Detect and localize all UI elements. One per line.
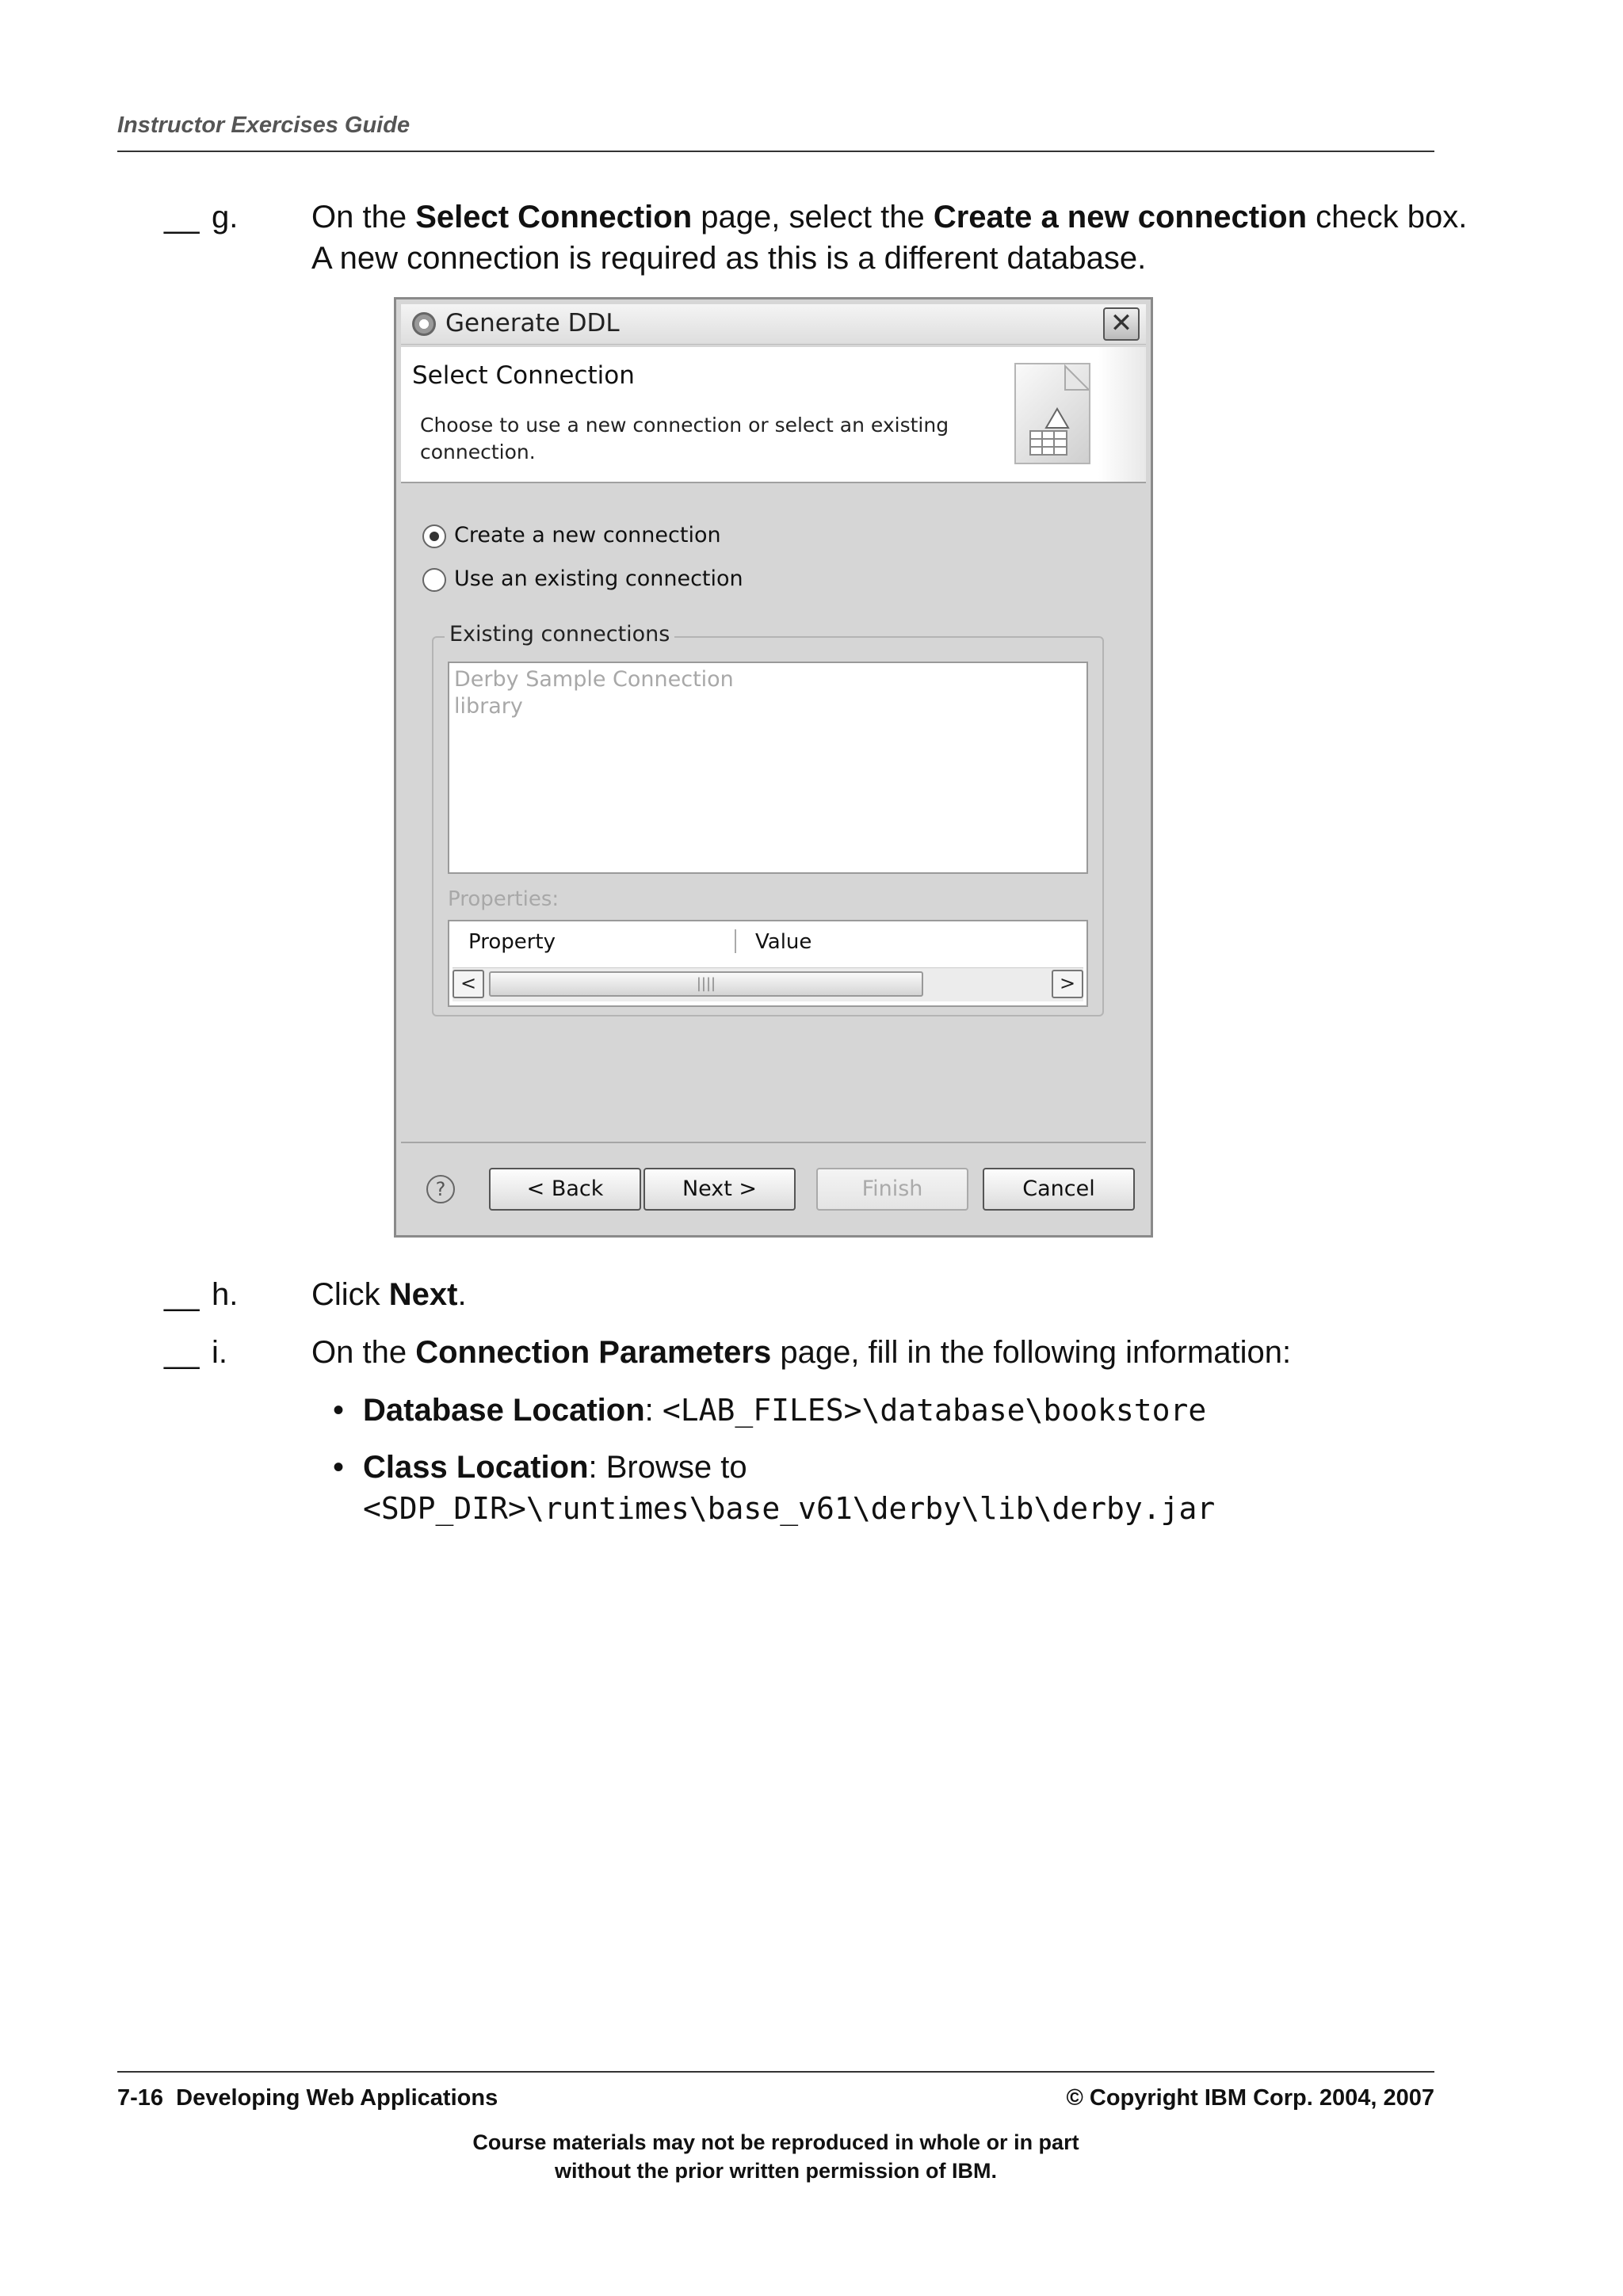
step-letter: i. <box>212 1335 227 1370</box>
horizontal-scrollbar[interactable] <box>453 967 1083 1001</box>
step-text-part: Click <box>311 1277 389 1312</box>
footer-page-info: 7-16 Developing Web Applications <box>117 2085 498 2111</box>
group-legend: Existing connections <box>445 622 674 646</box>
finish-button[interactable]: Finish <box>816 1168 968 1211</box>
column-divider <box>735 929 736 953</box>
bullet-dot: • <box>333 1450 345 1485</box>
step-h <box>164 1274 1432 1318</box>
wizard-page-description: Choose to use a new connection or select an existing connection. <box>420 414 949 463</box>
scroll-thumb[interactable]: |||| <box>489 971 923 997</box>
radio-label: Use an existing connection <box>454 566 743 591</box>
header-rule <box>117 151 1434 152</box>
radio-label: Create a new connection <box>454 523 721 547</box>
step-text-part: page, select the <box>692 200 934 235</box>
eclipse-icon <box>412 312 436 336</box>
connections-list <box>448 662 1088 874</box>
list-item: Derby Sample Connection <box>454 667 734 692</box>
help-icon[interactable]: ? <box>426 1175 455 1203</box>
bullet-database-location <box>333 1390 1426 1434</box>
footer-note-line: without the prior written permission of IBM. <box>555 2159 997 2183</box>
wizard-page-title: Select Connection <box>412 361 635 390</box>
step-text-part: . <box>457 1277 467 1312</box>
button-bar-separator <box>401 1142 1146 1143</box>
generate-ddl-dialog <box>394 297 1153 1238</box>
step-text <box>311 1332 1484 1373</box>
bullet-dot: • <box>333 1393 345 1428</box>
dialog-titlebar <box>401 304 1146 345</box>
step-letter: g. <box>212 200 239 235</box>
footer-note-line: Course materials may not be reproduced in whole or in part <box>472 2130 1079 2154</box>
bullet-sep: : Browse to <box>588 1450 747 1485</box>
step-g <box>164 196 1468 284</box>
dialog-title: Generate DDL <box>445 309 620 338</box>
bullet-code: <LAB_FILES>\database\bookstore <box>662 1393 1207 1428</box>
scroll-right-button[interactable]: > <box>1052 970 1083 998</box>
step-checkbox-blank: __ <box>164 1335 200 1370</box>
bullet-sep: : <box>644 1393 663 1428</box>
step-checkbox-blank: __ <box>164 200 200 235</box>
step-text <box>311 1274 1484 1315</box>
banner-gradient <box>1098 347 1146 482</box>
bullet-text <box>363 1390 1393 1431</box>
existing-connections-group <box>432 622 1104 1016</box>
back-button[interactable]: < Back <box>489 1168 641 1211</box>
column-header-property[interactable]: Property <box>468 930 556 954</box>
page-header-title: Instructor Exercises Guide <box>117 113 411 138</box>
radio-button[interactable] <box>422 568 446 592</box>
properties-table <box>448 920 1088 1007</box>
step-text <box>311 196 1484 279</box>
list-item: library <box>454 694 523 719</box>
bullet-class-location <box>333 1447 1426 1535</box>
step-text-bold: Select Connection <box>415 200 693 235</box>
footer-note <box>0 2128 1552 2185</box>
step-i <box>164 1332 1432 1376</box>
step-text-bold: Connection Parameters <box>415 1335 772 1370</box>
step-letter: h. <box>212 1277 239 1312</box>
footer-copyright: © Copyright IBM Corp. 2004, 2007 <box>1066 2085 1434 2111</box>
bullet-bold: Class Location <box>363 1450 589 1485</box>
wizard-banner <box>401 347 1146 483</box>
close-button[interactable]: ✕ <box>1103 307 1140 341</box>
properties-label: Properties: <box>448 887 559 911</box>
next-button[interactable]: Next > <box>643 1168 796 1211</box>
step-checkbox-blank: __ <box>164 1277 200 1312</box>
scroll-left-button[interactable]: < <box>453 970 484 998</box>
column-header-value[interactable]: Value <box>755 930 812 954</box>
step-text-part: page, fill in the following information: <box>771 1335 1292 1370</box>
database-table-icon <box>1014 363 1090 464</box>
bullet-text <box>363 1447 1393 1529</box>
step-text-part: On the <box>311 1335 416 1370</box>
step-text-bold: Create a new connection <box>933 200 1308 235</box>
bullet-bold: Database Location <box>363 1393 645 1428</box>
footer-rule <box>117 2071 1434 2073</box>
step-text-part: check box. A new connection is required as this is a different database. <box>311 200 1468 276</box>
cancel-button[interactable]: Cancel <box>983 1168 1135 1211</box>
radio-button-selected[interactable] <box>422 524 446 548</box>
step-text-bold: Next <box>388 1277 458 1312</box>
bullet-code: <SDP_DIR>\runtimes\base_v61\derby\lib\derby.jar <box>363 1491 1216 1526</box>
step-text-part: On the <box>311 200 416 235</box>
